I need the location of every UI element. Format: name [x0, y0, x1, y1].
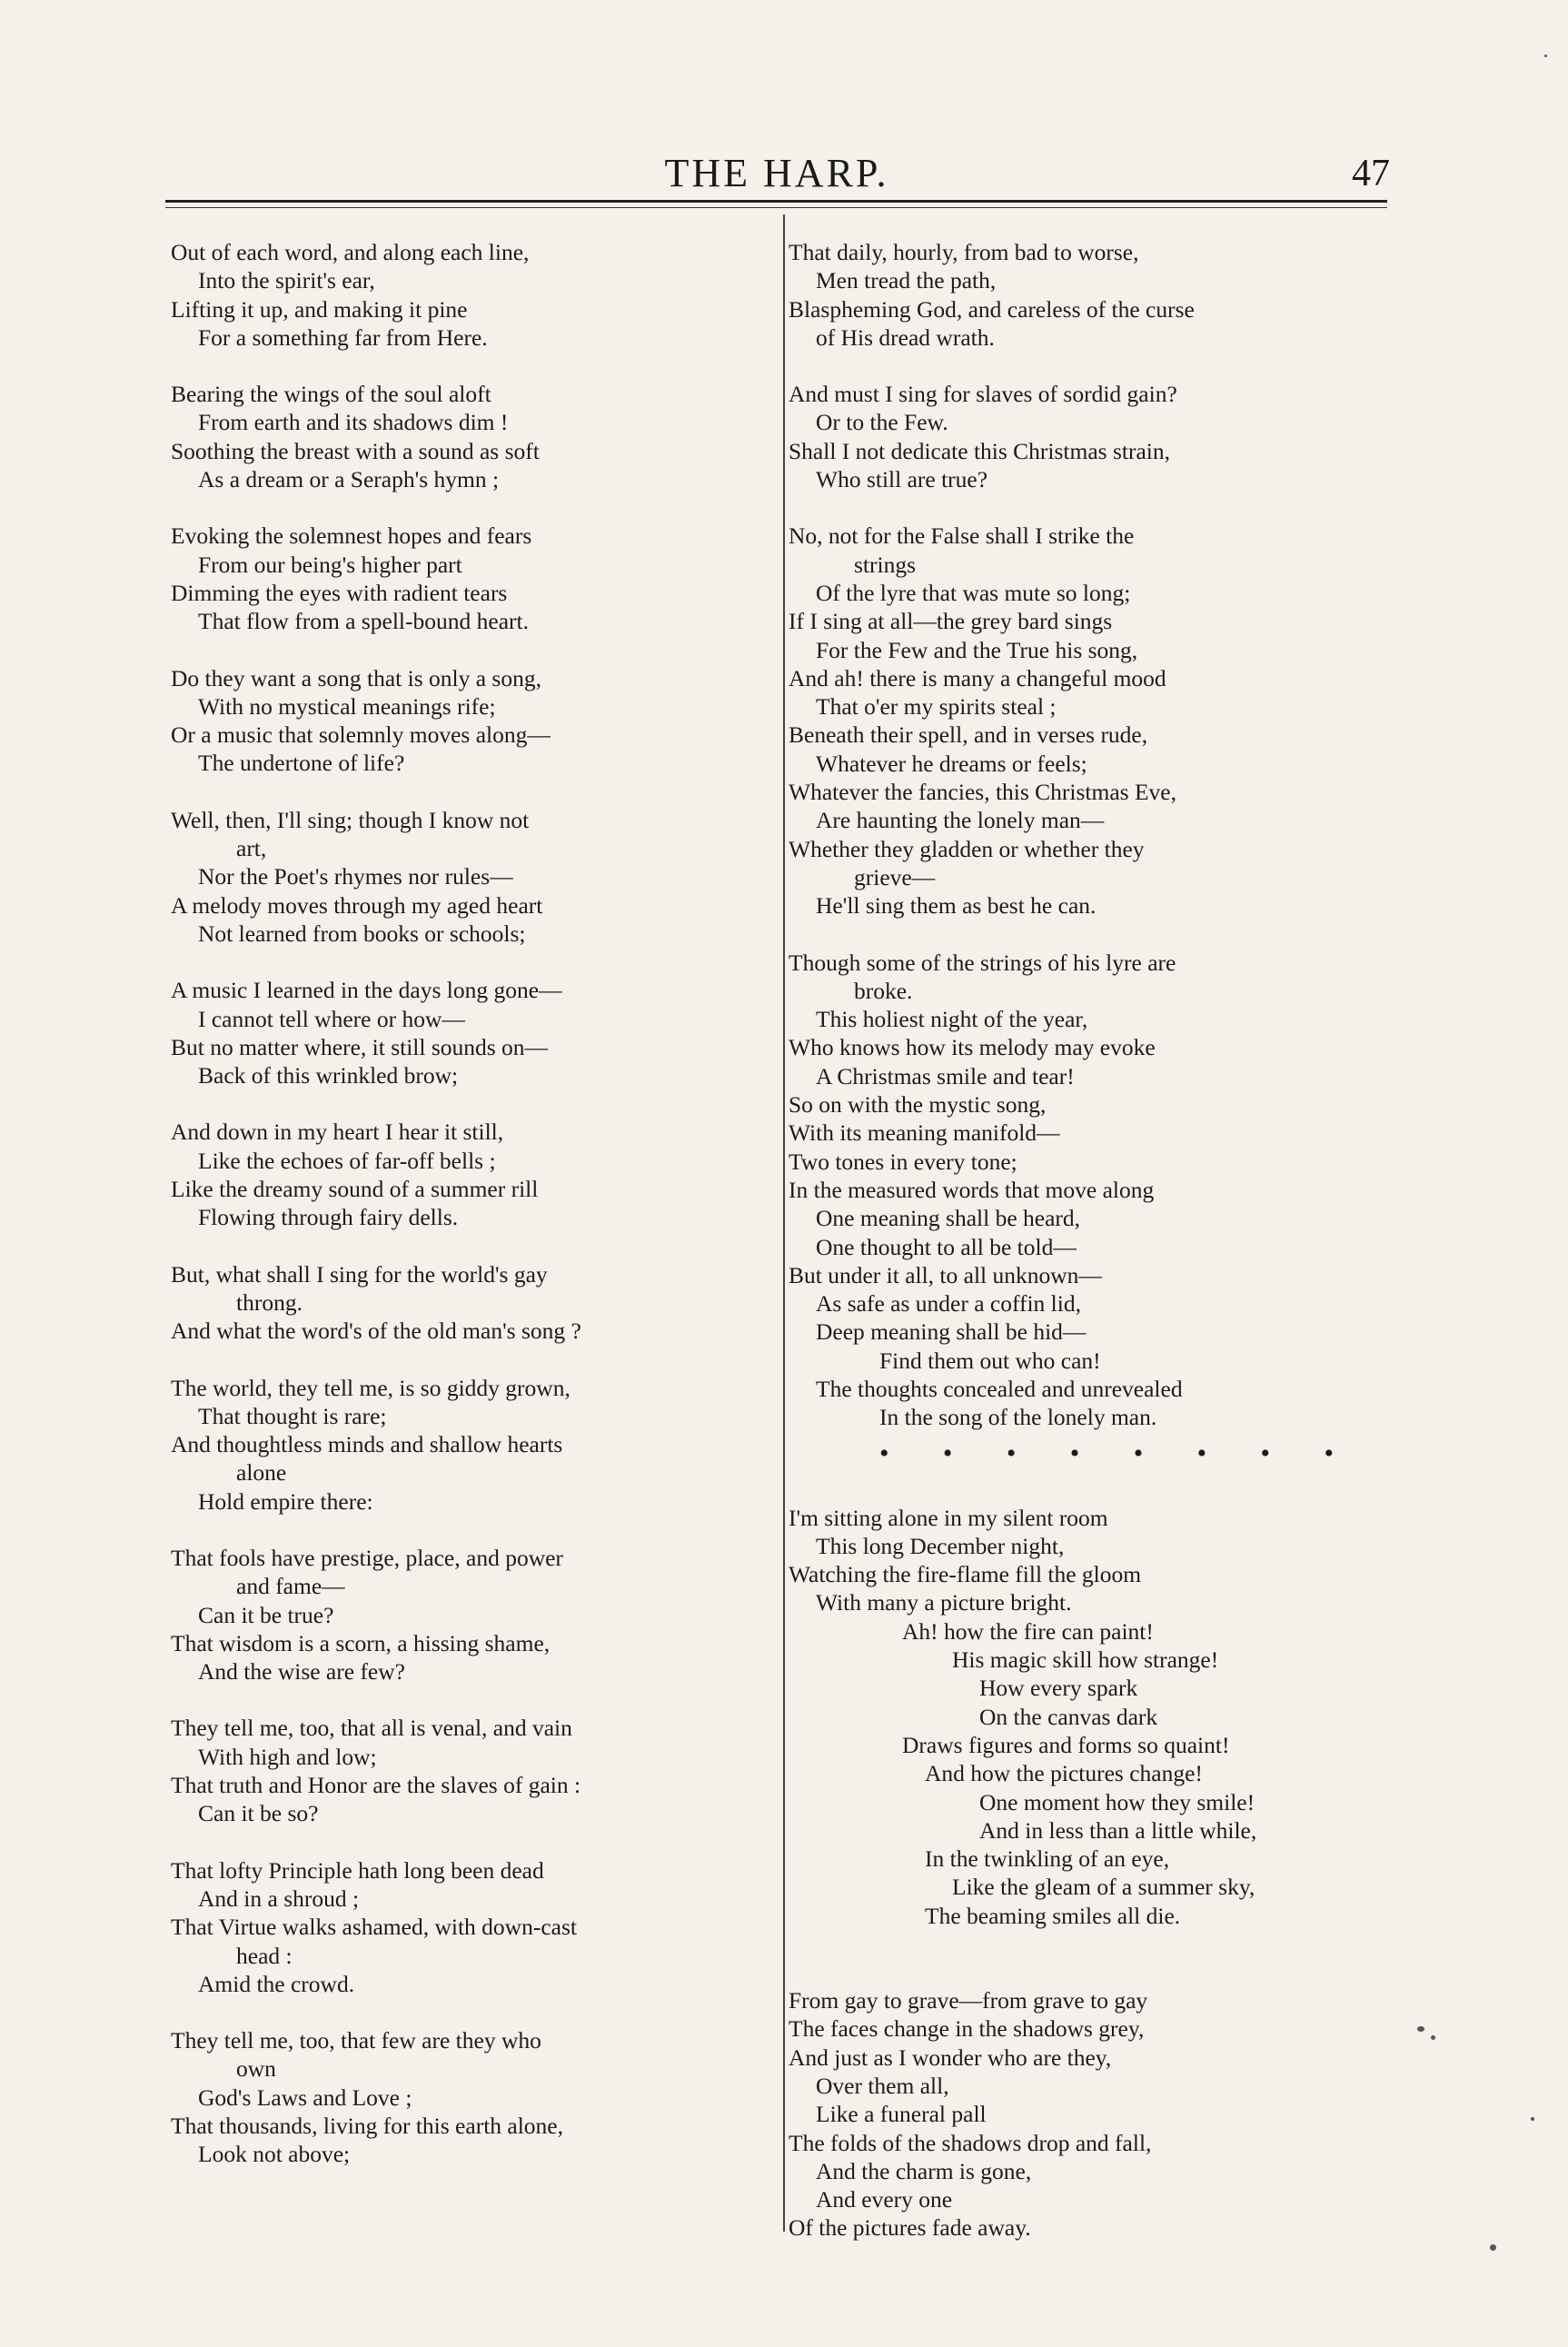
poem-line: In the song of the lonely man. [879, 1404, 1157, 1431]
poem-line: Watching the fire-flame fill the gloom [789, 1561, 1142, 1588]
stanza-break [789, 1930, 1388, 1958]
poem-line: The faces change in the shadows grey, [789, 2015, 1145, 2043]
poem-line: Soothing the breast with a sound as soft [171, 437, 540, 464]
poem-line: With many a picture bright. [816, 1589, 1072, 1616]
poem-line: And the wise are few? [198, 1658, 405, 1686]
poem-line: In the twinkling of an eye, [925, 1845, 1170, 1873]
poem-line: of His dread wrath. [816, 323, 995, 351]
poem-line: But no matter where, it still sounds on— [171, 1033, 549, 1060]
poem-line: throng. [236, 1288, 303, 1316]
poem-line: For a something far from Here. [198, 323, 488, 351]
poem-line: That o'er my spirits steal ; [816, 693, 1057, 721]
poem-line: Of the lyre that was mute so long; [816, 579, 1131, 606]
poem-line: And in less than a little while, [979, 1816, 1257, 1844]
poem-line: That daily, hourly, from bad to worse, [789, 239, 1139, 265]
print-speck [1531, 2117, 1534, 2121]
poem-line: Whatever he dreams or feels; [816, 750, 1087, 777]
poem-line: This long December night, [816, 1532, 1065, 1559]
poem-line: Who still are true? [816, 466, 988, 493]
left-column [171, 238, 775, 2169]
poem-line: Ah! how the fire can paint! [902, 1617, 1154, 1645]
divider-dot: • [1260, 1437, 1271, 1468]
poem-line: Flowing through fairy dells. [198, 1204, 459, 1231]
poem-line: Beneath their spell, and in verses rude, [789, 721, 1148, 749]
divider-dot: • [1324, 1437, 1334, 1468]
stanza-break [171, 1089, 775, 1118]
stanza-break [171, 352, 775, 380]
poem-line: As safe as under a coffin lid, [816, 1290, 1081, 1318]
stanza-break [789, 1958, 1388, 1986]
poem-line: Blaspheming God, and careless of the curse [789, 295, 1195, 323]
poem-line: And in a shroud ; [198, 1885, 360, 1912]
poem-line: In the measured words that move along [789, 1176, 1155, 1203]
poem-line: That fools have prestige, place, and power [171, 1544, 563, 1571]
stanza-break [171, 1232, 775, 1260]
poem-line: Like the gleam of a summer sky, [952, 1874, 1255, 1901]
poem-line: The world, they tell me, is so giddy grown, [171, 1374, 571, 1401]
header-rule-thick [165, 200, 1387, 203]
poem-line: The thoughts concealed and unrevealed [816, 1375, 1183, 1402]
stanza-break [789, 1476, 1388, 1504]
stanza-break [171, 636, 775, 664]
stanza-break [171, 493, 775, 522]
poem-line: Back of this wrinkled brow; [198, 1062, 459, 1089]
poem-line: Find them out who can! [879, 1347, 1101, 1374]
poem-line: That thousands, living for this earth alone, [171, 2113, 563, 2140]
poem-line: Hold empire there: [198, 1487, 373, 1515]
poem-line: With its meaning manifold— [789, 1119, 1060, 1147]
poem-line: A Christmas smile and tear! [816, 1062, 1075, 1089]
divider-dot: • [1006, 1437, 1017, 1468]
running-title: THE HARP. [664, 151, 889, 195]
poem-line: That wisdom is a scorn, a hissing shame, [171, 1629, 551, 1656]
poem-line: And thoughtless minds and shallow hearts [171, 1431, 563, 1458]
poem-line: Can it be true? [198, 1601, 334, 1628]
poem-line: Like the dreamy sound of a summer rill [171, 1176, 539, 1203]
poem-line: With no mystical meanings rife; [198, 692, 496, 720]
poem-line: The beaming smiles all die. [925, 1902, 1181, 1929]
poem-line: The undertone of life? [198, 750, 405, 777]
poem-line: Out of each word, and along each line, [171, 239, 530, 265]
poem-line: With high and low; [198, 1743, 377, 1770]
poem-line: head : [236, 1942, 293, 1969]
stanza-break [171, 1516, 775, 1544]
poem-line: Are haunting the lonely man— [816, 807, 1105, 834]
poem-line: Or to the Few. [816, 409, 948, 436]
poem-line: And what the word's of the old man's song ? [171, 1318, 581, 1345]
poem-line: That lofty Principle hath long been dead [171, 1856, 544, 1884]
poem-line: Or a music that solemnly moves along— [171, 721, 551, 749]
poem-line: Amid the crowd. [198, 1970, 355, 1997]
poem-line: On the canvas dark [979, 1703, 1158, 1730]
column-divider [783, 214, 785, 2232]
stanza-break [789, 920, 1388, 949]
poem-line: grieve— [854, 863, 936, 890]
poem-line: Lifting it up, and making it pine [171, 295, 468, 323]
right-column [789, 238, 1388, 2243]
poem-line: And ah! there is many a changeful mood [789, 664, 1166, 691]
poem-line: But, what shall I sing for the world's gay [171, 1260, 548, 1288]
poem-line: Whether they gladden or whether they [789, 835, 1145, 862]
poem-line: And the charm is gone, [816, 2157, 1032, 2184]
poem-line: Over them all, [816, 2072, 949, 2099]
poem-line: But under it all, to all unknown— [789, 1261, 1102, 1288]
poem-line: Evoking the solemnest hopes and fears [171, 522, 532, 550]
stanza-break [171, 948, 775, 976]
poem-line: Draws figures and forms so quaint! [902, 1731, 1230, 1758]
poem-line: Not learned from books or schools; [198, 920, 526, 947]
poem-line: From our being's higher part [198, 551, 462, 578]
stanza-break [789, 352, 1388, 380]
poem-line: strings [854, 551, 917, 578]
header-rule-thin [165, 207, 1387, 208]
poem-line: This holiest night of the year, [816, 1006, 1088, 1033]
divider-dot: • [1069, 1437, 1080, 1468]
poem-line: Though some of the strings of his lyre are [789, 949, 1176, 976]
poem-line: That truth and Honor are the slaves of gain : [171, 1772, 581, 1799]
page-number: 47 [1352, 153, 1390, 194]
print-speck [1544, 55, 1547, 57]
poem-line: They tell me, too, that all is venal, and vain [171, 1715, 572, 1742]
stanza-break [171, 1686, 775, 1714]
poem-line: Shall I not dedicate this Christmas strain, [789, 437, 1170, 464]
poem-line: That flow from a spell-bound heart. [198, 608, 529, 635]
poem-line: Like the echoes of far-off bells ; [198, 1147, 496, 1174]
poem-line: Bearing the wings of the soul aloft [171, 381, 491, 408]
poem-line: Who knows how its melody may evoke [789, 1034, 1156, 1061]
poem-line: The folds of the shadows drop and fall, [789, 2129, 1152, 2156]
divider-dot: • [942, 1437, 953, 1468]
poem-line: One thought to all be told— [816, 1233, 1077, 1260]
print-speck [1490, 2244, 1496, 2251]
poem-line: So on with the mystic song, [789, 1091, 1047, 1119]
poem-line: art, [236, 835, 267, 862]
poem-line: That Virtue walks ashamed, with down-cast [171, 1914, 577, 1941]
poem-line: Can it be so? [198, 1800, 319, 1827]
poem-line: His magic skill how strange! [952, 1646, 1219, 1674]
poem-line: Nor the Poet's rhymes nor rules— [198, 863, 513, 890]
stanza-break [789, 493, 1388, 522]
poem-line: One meaning shall be heard, [816, 1205, 1081, 1232]
poem-line: And down in my heart I hear it still, [171, 1119, 504, 1146]
poem-line: If I sing at all—the grey bard sings [789, 608, 1113, 635]
poem-line: For the Few and the True his song, [816, 636, 1138, 663]
poem-line: That thought is rare; [198, 1402, 387, 1429]
poem-line: Of the pictures fade away. [789, 2214, 1031, 2242]
poem-line: Whatever the fancies, this Christmas Eve, [789, 779, 1176, 806]
stanza-break [171, 1998, 775, 2026]
poem-line: alone [236, 1459, 287, 1487]
poem-line: He'll sing them as best he can. [816, 892, 1097, 920]
poem-line: One moment how they smile! [979, 1788, 1255, 1815]
poem-line: Two tones in every tone; [789, 1148, 1017, 1175]
divider-dot: • [879, 1437, 889, 1468]
poem-line: God's Laws and Love ; [198, 2083, 412, 2111]
poem-line: And how the pictures change! [925, 1760, 1203, 1787]
poem-line: From earth and its shadows dim ! [198, 409, 509, 436]
print-speck [1417, 2026, 1424, 2032]
poem-line: own [236, 2055, 276, 2083]
poem-line: broke. [854, 977, 913, 1004]
poem-line: I'm sitting alone in my silent room [789, 1504, 1108, 1531]
print-speck [1431, 2035, 1435, 2040]
poem-line: Like a funeral pall [816, 2101, 987, 2128]
stanza-break [171, 1346, 775, 1374]
poem-line: They tell me, too, that few are they who [171, 2027, 541, 2054]
poem-line: Look not above; [198, 2141, 351, 2168]
section-divider-dots [789, 1432, 1388, 1476]
page-header [164, 150, 1390, 195]
poem-line: And every one [816, 2186, 953, 2213]
poem-line: A music I learned in the days long gone— [171, 977, 562, 1004]
poem-line: Into the spirit's ear, [198, 267, 375, 294]
divider-dot: • [1196, 1437, 1207, 1468]
poem-line: From gay to grave—from grave to gay [789, 1987, 1148, 2014]
poem-line: A melody moves through my aged heart [171, 891, 543, 919]
stanza-break [171, 1828, 775, 1856]
poem-line: I cannot tell where or how— [198, 1005, 465, 1032]
poem-line: Well, then, I'll sing; though I know not [171, 806, 530, 833]
poem-line: How every spark [979, 1675, 1138, 1702]
poem-line: And must I sing for slaves of sordid gain? [789, 381, 1177, 408]
poem-line: and fame— [236, 1573, 345, 1600]
poem-line: Dimming the eyes with radient tears [171, 579, 508, 606]
divider-dot: • [1133, 1437, 1144, 1468]
poem-line: Men tread the path, [816, 267, 997, 294]
poem-line: And just as I wonder who are they, [789, 2044, 1112, 2071]
poem-line: As a dream or a Seraph's hymn ; [198, 466, 500, 493]
poem-line: No, not for the False shall I strike the [789, 522, 1135, 550]
poem-line: Deep meaning shall be hid— [816, 1318, 1087, 1346]
poem-line: Do they want a song that is only a song, [171, 664, 541, 691]
stanza-break [171, 778, 775, 806]
